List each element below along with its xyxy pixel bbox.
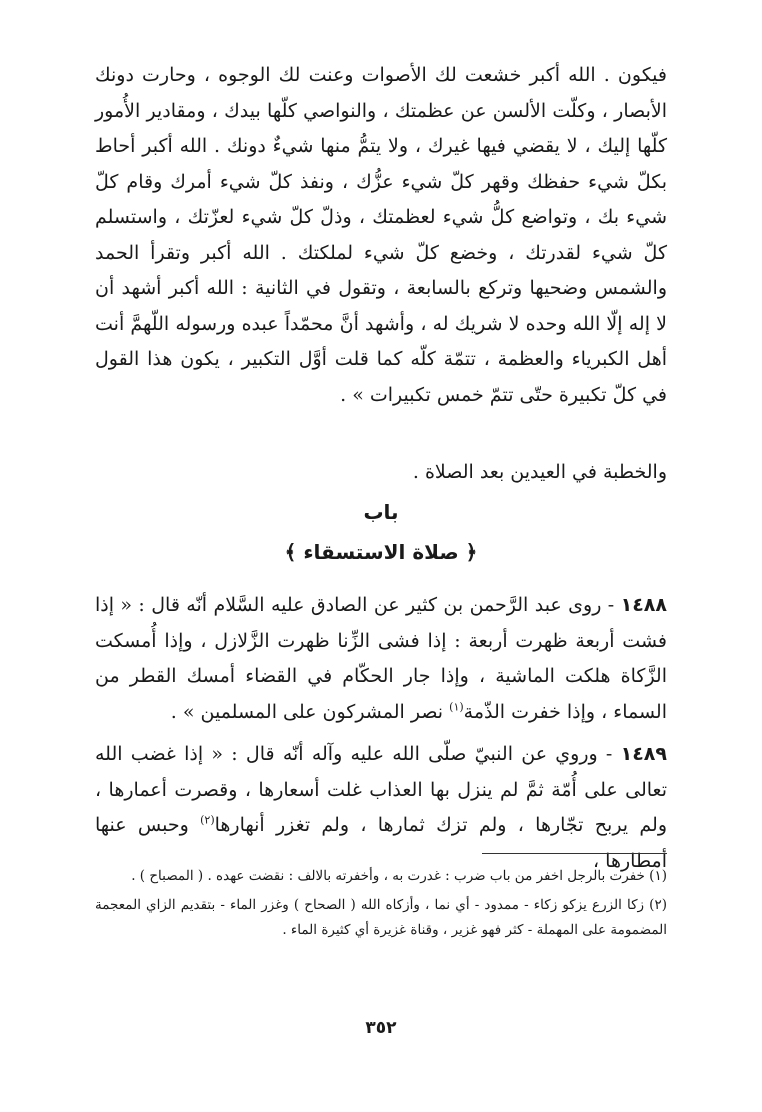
chapter-label: باب <box>363 500 399 524</box>
chapter-title: ﴿ صلاة الاستسقاء ﴾ <box>284 540 478 564</box>
footnote-reference[interactable]: (١) <box>449 700 464 714</box>
paragraph-text: والخطبة في العيدين بعد الصلاة . <box>412 461 667 483</box>
paragraph-text: فيكون . الله أكبر خشعت لك الأصوات وعنت لك الوجوه ، وحارت دونك الأبصار ، وكلّت الألسن عن عظمتك ، والنواصي كلّها بيدك ، ومقادير الأُمور كلّها إليك ، لا يقضي فيها غيرك ، ولا يتمُّ منها شيءٌ دونك . الله أكبر أحاط بكلّ شيء حفظك وقهر كلّ شيء عزُّك ، ونفذ كلّ شيء أمرك وقام كلّ شيء بك ، وتواضع كلُّ شيء لعظمتك ، وذلّ كلّ شيء لعزّتك ، واستسلم كلّ شيء لقدرتك ، وخضع كلّ شيء لملكتك . الله أكبر وتقرأ الحمد والشمس وضحيها وتركع بالسابعة ، وتقول في الثانية : الله أكبر أشهد أن لا إله إلّا الله وحده لا شريك له ، وأشهد أنَّ محمّداً عبده ورسوله اللّهمَّ أنت أهل الكبرياء والعظمة ، تتمّة كلّه كما قلت أوَّل التكبير ، يكون هذا القول في كلّ تكبيرة حتّى تتمّ خمس تكبيرات » . <box>95 64 667 406</box>
footnotes <box>95 864 667 947</box>
hadith-1489 <box>95 737 667 879</box>
hadith-body: - روى عبد الرَّحمن بن كثير عن الصادق عليه السَّلام أنّه قال : « إذا فشت أربعة ظهرت أربعة : إذا فشى الزِّنا ظهرت الزَّلازل ، وإذا أُمسكت الزَّكاة هلكت الماشية ، وإذا جار الحكّام في القضاء أمسك القطر من السماء ، وإذا خفرت الذّمة <box>95 594 667 723</box>
paragraph-takbir-prayer <box>95 58 667 413</box>
hadith-1488 <box>95 588 667 730</box>
hadith-body: - وروي عن النبيّ صلّى الله عليه وآله أنّه قال : « إذا غضب الله تعالى على أُمّة ثمَّ لم ينزل بها العذاب غلت أسعارها ، وقصرت أعمارها ، ولم يربح تجّارها ، ولم تزك ثمارها ، ولم تغزر أنهارها <box>95 743 668 836</box>
hadith-body-end: نصر المشركون على المسلمين » . <box>170 700 450 723</box>
footnote-1: (١) خفرت بالرجل اخفر من باب ضرب : غدرت به ، وأخفرته بالالف : نقضت عهده . ( المصباح ) . <box>131 868 667 884</box>
footnote-reference[interactable]: (٢) <box>200 813 215 827</box>
hadith-number: ١٤٨٩ <box>620 743 667 765</box>
page-number: ٣٥٢ <box>365 1018 397 1038</box>
hadith-body-end: وحبس عنها أمطارها ، <box>95 814 667 872</box>
hadith-number: ١٤٨٨ <box>620 594 667 616</box>
paragraph-eid-sermon <box>95 455 667 491</box>
footnote-2: (٢) زكا الزرع يزكو زكاء - ممدود - أي نما ، وأزكاه الله ( الصحاح ) وغزر الماء - بتقديم الزاي المعجمة المضمومة على المهملة - كثر فهو غزير ، وقناة غزيرة أي كثيرة الماء . <box>95 897 667 938</box>
footnote-separator <box>482 853 667 854</box>
hadith-text <box>95 588 667 730</box>
hadith-text <box>95 737 667 879</box>
